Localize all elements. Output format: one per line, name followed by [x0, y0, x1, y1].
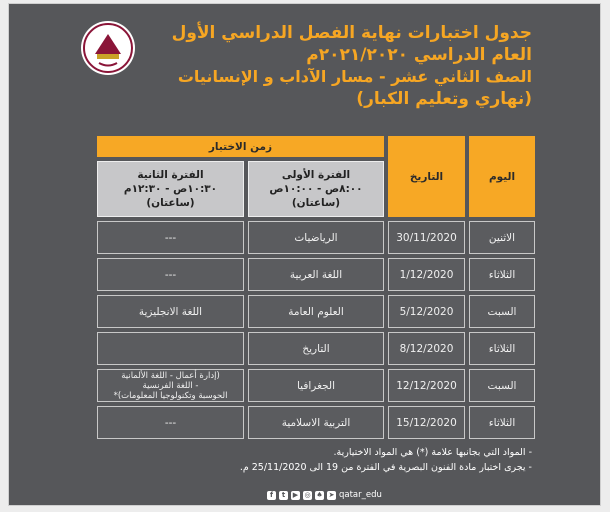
day-cell: السبت: [469, 295, 535, 328]
table-row: [97, 221, 535, 254]
title-line-2: العام الدراسي ٢٠٢١/٢٠٢٠م: [306, 45, 532, 65]
period-2-cell: [97, 369, 244, 402]
social-footer: [267, 490, 382, 500]
header-period-1: [248, 161, 384, 217]
period-2-cell: ---: [97, 221, 244, 254]
day-cell: الاثنين: [469, 221, 535, 254]
elective-line-2: - اللغة الفرنسية: [142, 380, 199, 391]
date-cell: 15/12/2020: [388, 406, 465, 439]
date-cell: 8/12/2020: [388, 332, 465, 365]
period-1-duration: (ساعتان): [291, 197, 341, 209]
period-1-cell: الرياضيات: [248, 221, 384, 254]
period-2-cell: ---: [97, 406, 244, 439]
period-1-cell: التربية الاسلامية: [248, 406, 384, 439]
poster: [8, 3, 601, 506]
period-2-cell: ---: [97, 258, 244, 291]
youtube-icon: ▶: [292, 490, 299, 499]
table-row: [97, 406, 535, 439]
header-exam-time: زمن الاختبار: [97, 136, 384, 157]
note-visual-arts: - يجرى اختبار مادة الفنون البصرية في الفترة من 19 الى 25/11/2020 م.: [239, 462, 532, 473]
header-day: اليوم: [469, 136, 535, 217]
period-1-cell: العلوم العامة: [248, 295, 384, 328]
date-cell: 30/11/2020: [388, 221, 465, 254]
period-1-cell: الجغرافيا: [248, 369, 384, 402]
title-line-3: الصف الثاني عشر - مسار الآداب و الإنسانيات: [177, 67, 532, 86]
note-elective: - المواد التي بجانبها علامة (*) هي المواد الاختيارية.: [333, 447, 532, 458]
day-cell: الثلاثاء: [469, 406, 535, 439]
table-row: [97, 258, 535, 291]
notes: [72, 445, 532, 475]
instagram-icon: ◎: [304, 490, 311, 499]
table-row: [97, 332, 535, 365]
header-date: التاريخ: [388, 136, 465, 217]
snapchat-icon: ♠: [316, 490, 323, 499]
exam-schedule-table: [93, 132, 539, 443]
period-1-cell: التاريخ: [248, 332, 384, 365]
period-2-time: ١٠:٣٠ص - ١٢:٣٠م: [123, 183, 218, 195]
day-cell: السبت: [469, 369, 535, 402]
elective-line-1: (إدارة أعمال - اللغة الألمانية: [121, 370, 220, 381]
twitter-icon: t: [279, 491, 288, 500]
elective-line-3: الحوسبة وتكنولوجيا المعلومات)*: [113, 390, 228, 401]
period-1-cell: اللغة العربية: [248, 258, 384, 291]
social-handle: qatar_edu: [339, 490, 382, 500]
period-2-cell: [97, 332, 244, 365]
date-cell: 12/12/2020: [388, 369, 465, 402]
title-line-1: جدول اختبارات نهاية الفصل الدراسي الأول: [171, 23, 532, 43]
date-cell: 1/12/2020: [388, 258, 465, 291]
header-period-2: [97, 161, 244, 217]
period-1-name: الفترة الأولى: [281, 169, 351, 181]
title-line-4: (نهاري وتعليم الكبار): [356, 89, 532, 109]
facebook-icon: f: [267, 491, 276, 500]
table-row: [97, 369, 535, 402]
period-2-name: الفترة الثانية: [137, 169, 204, 181]
page-title: [112, 22, 532, 110]
day-cell: الثلاثاء: [469, 332, 535, 365]
period-2-cell: اللغة الانجليزية: [97, 295, 244, 328]
period-1-time: ٨:٠٠ص - ١٠:٠٠ص: [269, 183, 363, 195]
day-cell: الثلاثاء: [469, 258, 535, 291]
table-row: [97, 295, 535, 328]
telegram-icon: ➤: [328, 490, 335, 499]
period-2-duration: (ساعتان): [146, 197, 195, 209]
date-cell: 5/12/2020: [388, 295, 465, 328]
